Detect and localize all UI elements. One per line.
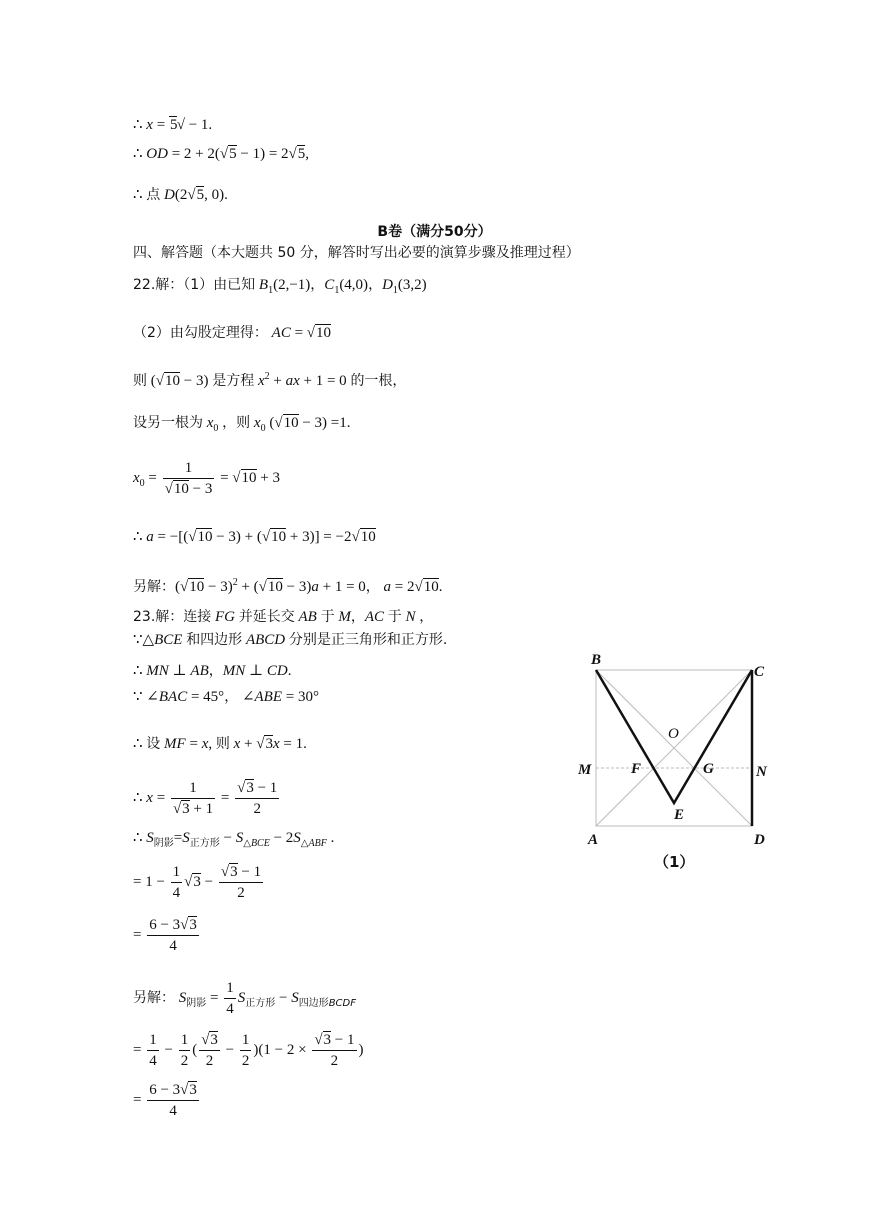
q22-line-2: （2）由勾股定理得： AC = √10 [133,325,332,341]
section-b-part: 四、解答题（本大题共 50 分，解答时写出必要的演算步骤及推理过程） [133,245,580,261]
label-m: M [578,762,592,778]
q23-line-7: ∴ $S_{阴影}=S_{正方形} - S_{\triangle BCE} - 2S_{\triangle ABF}$ . [133,830,335,849]
q23-line-10: 另解： $S_{阴影}$ = $\frac{1}{4}$ $S_{正方形} - S_{四边形BCDF}$ [133,980,356,1017]
label-e: E [674,807,685,823]
q23-line-11: = $\frac{1}{4}$ − $\frac{1}{2}$ ( $\frac{√3}{2}$ − $\frac{1}{2}$ )(1 − 2 × $\frac{√3 - 1}{2}$ ) [133,1032,364,1069]
q23-line-2: ∵△BCE 和四边形 ABCD 分别是正三角形和正方形. [133,632,448,648]
q23-line-3: ∴ MN ⊥ AB，MN ⊥ CD. [133,663,292,679]
q22-line-3: 则 (√10 − 3) 是方程 $x^2$ + ax + 1 = 0 的一根， [133,371,407,389]
label-o: O [668,726,679,742]
label-a: A [588,832,599,848]
label-d: D [754,832,765,848]
q23-line-5: ∴ 设 MF = x, 则 x + √3x = 1. [133,736,307,752]
label-f: F [631,761,642,777]
q23-line-12: = $\frac{6 - 3√3}{4}$ [133,1082,197,1119]
q22-line-1: 22.解：（1）由已知 $B_1(2,-1)$，$C_1(4,0)$，$D_1(3,2)$ [133,277,427,296]
q22-line-5: $x_0$ = $\frac{1}{√10 - 3}$ = √10 + 3 [133,460,281,497]
cont-line-3: ∴ 点 D(2√5, 0). [133,187,228,203]
label-b: B [591,652,602,668]
section-b-title: B卷（满分50分） [377,224,492,240]
q22-line-4: 设另一根为 $x_0$ ，则 $x_0$ (√10 − 3) =1. [133,415,351,434]
q23-line-1: 23.解：连接 FG 并延长交 AB 于 M，AC 于 N ， [133,609,434,625]
label-c: C [754,664,765,680]
label-g: G [703,761,714,777]
q23-line-8: = 1 − $\frac{1}{4}$ √3 − $\frac{√3 - 1}{2}$ [133,864,262,901]
cont-line-2: ∴ OD = 2 + 2(√5 − 1) = 2√5, [133,146,310,162]
cont-line-1: ∴ x = 5 √ − 1. [133,117,213,133]
q23-line-9: = $\frac{6 - 3√3}{4}$ [133,917,197,954]
label-n: N [756,764,767,780]
q23-line-6: ∴ x = $\frac{1}{√3 + 1}$ = $\frac{√3 - 1}{2}$ [133,780,278,817]
q22-line-7: 另解：$(√10 - 3)^2 + (√10 - 3)a + 1 = 0$， a = 2√10. [133,577,443,595]
geometry-figure [578,648,778,853]
q22-line-6: ∴ a = −[(√10 − 3) + (√10 + 3)] = −2√10 [133,529,376,545]
figure-caption: （1） [654,853,695,871]
q23-line-4: ∵ ∠BAC = 45°， ∠ABE = 30° [133,689,319,705]
